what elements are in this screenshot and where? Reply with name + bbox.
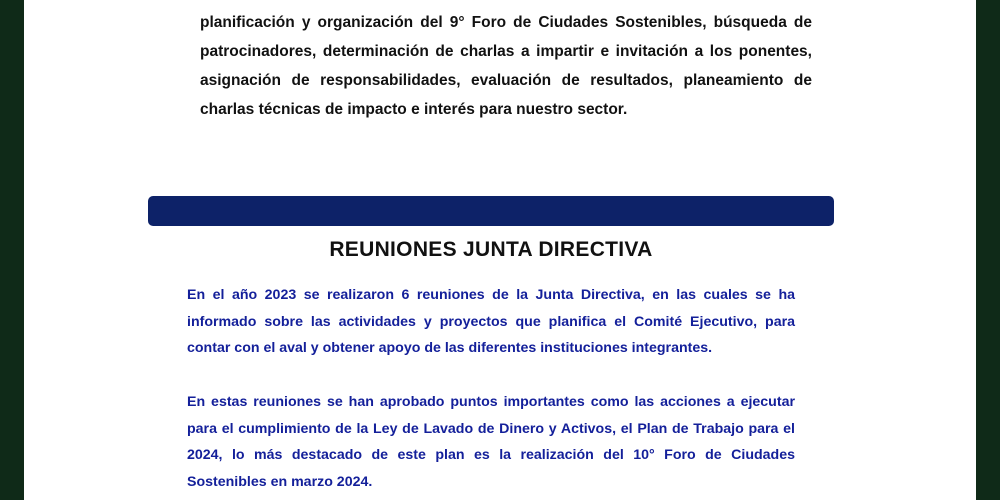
intro-paragraph: planificación y organización del 9° Foro de Ciudades Sostenibles, búsqueda de patrocinadores, determinación de charlas a impartir e invitación a los ponentes, asignación de responsabilidades, evaluación de resultados, planeamiento de charlas técnicas de impacto e interés para nuestro sector. xyxy=(200,14,812,118)
section-paragraph-1: En el año 2023 se realizaron 6 reuniones de la Junta Directiva, en las cuales se ha informado sobre las actividades y proyectos que planifica el Comité Ejecutivo, para contar con el aval y obtener apoyo de las diferentes instituciones integrantes. xyxy=(187,287,795,356)
section-divider-bar xyxy=(148,196,834,226)
section-title: REUNIONES JUNTA DIRECTIVA xyxy=(329,238,653,261)
section-paragraph-2: En estas reuniones se han aprobado puntos importantes como las acciones a ejecutar para el cumplimiento de la Ley de Lavado de Dinero y Activos, el Plan de Trabajo para el 2024, lo más destacado de este plan es la realización del 10° Foro de Ciudades Sostenibles en marzo 2024. xyxy=(187,394,795,490)
document-page xyxy=(24,0,976,500)
